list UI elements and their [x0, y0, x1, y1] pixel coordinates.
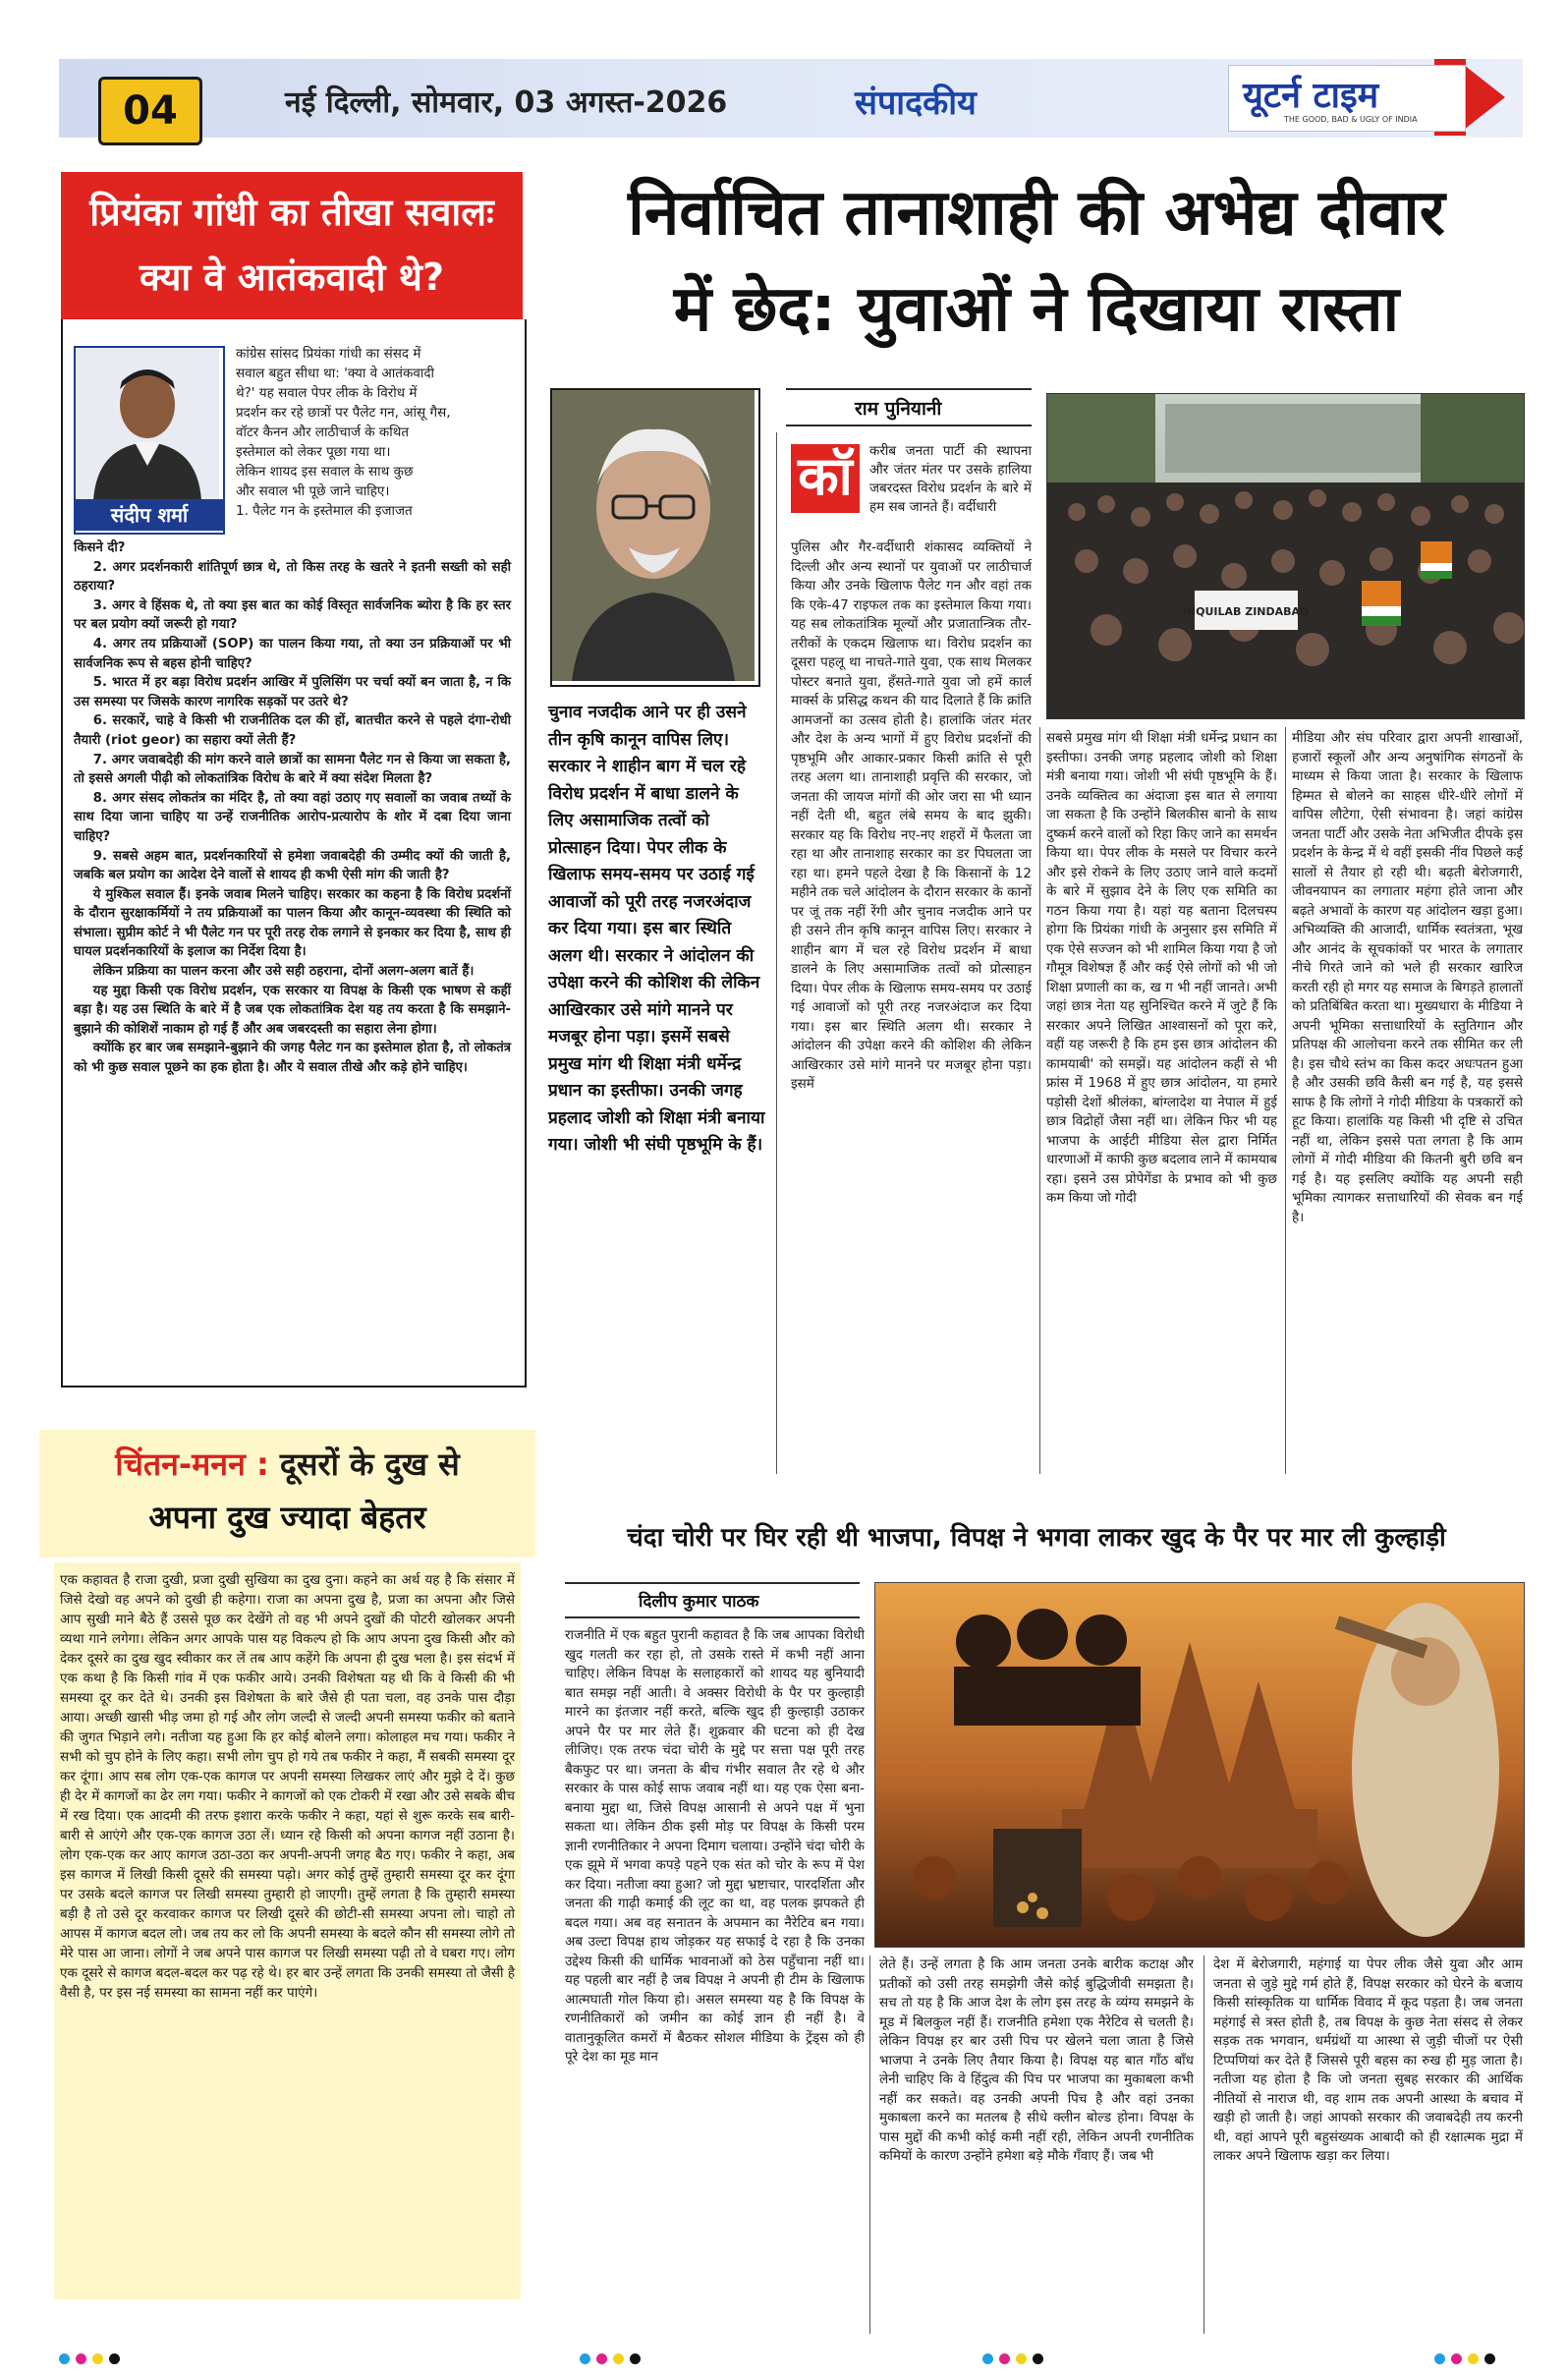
- magenta-dot: [76, 2353, 86, 2364]
- chintan-manan-headline-line2: अपना दुख ज्यादा बेहतर: [148, 1499, 426, 1536]
- left-story-headline-box: [61, 172, 523, 319]
- main-headline-line1: निर्वाचित तानाशाही की अभेद्य दीवार: [628, 177, 1445, 250]
- byline-rule: [565, 1582, 860, 1584]
- print-registration-dots: [1434, 2353, 1495, 2367]
- paragraph: लेकिन प्रक्रिया का पालन करना और उसे सही ठहराना, दोनों अलग-अलग बातें हैं।: [92, 964, 475, 980]
- column-divider: [1285, 727, 1286, 1474]
- columnist-photo: [552, 390, 755, 681]
- column-divider: [776, 432, 777, 1474]
- yellow-dot: [92, 2353, 103, 2364]
- paragraph: 6. सरकारें, चाहे वे किसी भी राजनीतिक दल की हों, बातचीत करने से पहले दंगा-रोधी तैयारी (riot geor) का सहारा क्यों लेती हैं?: [74, 713, 511, 748]
- print-registration-dots: [982, 2353, 1043, 2367]
- paragraph: 7. अगर जवाबदेही की मांग करने वाले छात्रों का सामना पैलेट गन से किया जा सकता है, तो इससे अगली पीढ़ी को लोकतांत्रिक विरोध के बारे में क्या संदेश मिलता है?: [74, 752, 511, 787]
- yellow-dot: [1468, 2353, 1479, 2364]
- yellow-dot: [1016, 2353, 1027, 2364]
- main-col2: सबसे प्रमुख मांग थी शिक्षा मंत्री धर्मेन्द्र प्रधान का इस्तीफा। उनकी जगह प्रहलाद जोशी को शिक्षा मंत्री बनाया गया। जोशी भी संघी पृष्ठभूमि के हैं। उनके व्यक्तित्व का अंदाजा इस बात से लगाया जा सकता है कि उन्होंने बिलकीस बानो के साथ दुष्कर्म करने वालों को रिहा किए जाने का समर्थन किया था। पेपर लीक के मसले पर विचार करने और इसे रोकने के लिए उठाए जाने वाले कदमों के बारे में सुझाव देने के लिए एक समिति का गठन किया गया है। यहां यह बताना दिलचस्प होगा कि प्रियंका गांधी के अनुसार इस समिति में एक ऐसे सज्जन को भी शामिल किया गया है जो गौमूत्र विशेषज्ञ हैं और कई ऐसे लोगों को भी जो शिक्षा प्रणाली का क, ख ग भी नहीं जानते। अभी जहां छात्र नेता यह सुनिश्चित करने में जुटे हैं कि सरकार अपने लिखित आश्वासनों को पूरा करे, वहीं यह जरूरी है कि हम इस छात्र आंदोलन की कामयाबी' को समझें। यह आंदोलन कहीं से भी फ्रांस में 1968 में हुए छात्र आंदोलन, या हमारे पड़ोसी देशों श्रीलंका, बांग्लादेश या नेपाल में हुई छात्र विद्रोहों जैसा नहीं था। लेकिन फिर भी यह भाजपा के आईटी मीडिया सेल द्वारा निर्मित धारणाओं में काफी कुछ बदलाव लाने में कामयाब रहा। इसने उस प्रोपेगेंडा के प्रभाव को भी कुछ कम किया जो गोदी: [1046, 730, 1277, 1206]
- main-col1: पुलिस और गैर-वर्दीधारी शंकासद व्यक्तियों ने दिल्ली और अन्य स्थानों पर युवाओं पर लाठीचार्ज किया और उनके खिलाफ पैलेट गन और वहां तक कि एके-47 राइफल तक का इस्तेमाल किया गया। यह सब लोकतांत्रिक मूल्यों और प्रजातान्त्रिक तौर-तरीकों के एकदम खिलाफ था। विरोध प्रदर्शन का दूसरा पहलू था नाचते-गाते युवा, एक साथ मिलकर पोस्टर बनाते युवा, हँसते-गाते युवा जो हमें कार्ल मार्क्स के प्रसिद्ध कथन की याद दिलाते हैं कि क्रांति आमजनों का उत्सव होती है। हालांकि जंतर मंतर और देश के अन्य भागों में हुए विरोध प्रदर्शनों की पृष्ठभूमि और आकार-प्रकार किसी क्रांति से पूरी तरह अलग था। तानाशाही प्रवृत्ति की सरकार, जो जनता की जायज मांगों की ओर जरा सा भी ध्यान नहीं देती थी, बहुत लंबे समय के बाद झुकी। सरकार यह कि विरोध नए-नए शहरों में फैलता जा रहा था और तानाशाह सरकार का डर पिघलता जा रहा था। हमने पहले देखा है कि किसानों के 12 महीने तक चले आंदोलन के दौरान सरकार के कानों पर जूं तक नहीं रेंगी और चुनाव नजदीक आने पर ही उसने तीन कृषि कानून वापिस लिए। सरकार ने शाहीन बाग में चल रहे विरोध प्रदर्शन में बाधा डालने के लिए असामाजिक तत्वों को प्रोत्साहन दिया। पेपर लीक के खिलाफ समय-समय पर उठाई गई आवाजों को पूरी तरह नजरअंदाज कर दिया गया। इस बार स्थिति अलग थी। सरकार ने आंदोलन की उपेक्षा करने की कोशिश की लेकिन आखिरकार उसे मांगे मानने पर मजबूर होना पड़ा। इसमें: [791, 539, 1032, 1092]
- main-col1-intro: करीब जनता पार्टी की स्थापना और जंतर मंतर पर उसके हालिया जबरदस्त विरोध प्रदर्शन के बारे में हम सब जानते हैं। वर्दीधारी: [869, 443, 1032, 515]
- intro-line: लेकिन शायद इस सवाल के साथ कुछ: [236, 464, 414, 480]
- paragraph: 9. सबसे अहम बात, प्रदर्शनकारियों से हमेशा जवाबदेही की उम्मीद क्यों की जाती है, जबकि बल प्रयोग का आदेश देने वालों से शायद ही कभी ऐसी मांग की जाती है?: [74, 848, 511, 883]
- dateline: नई दिल्ली, सोमवार, 03 अगस्त-2026: [285, 85, 728, 120]
- byline-rule: [786, 388, 1032, 390]
- protest-poster-text: INQUILAB ZINDABAD: [1182, 605, 1310, 618]
- magenta-dot: [999, 2353, 1010, 2364]
- brand-tagline: THE GOOD, BAD & UGLY OF INDIA: [1284, 115, 1418, 124]
- section-name: संपादकीय: [855, 84, 977, 123]
- paragraph: क्योंकि हर बार जब समझाने-बुझाने की जगह पैलेट गन का इस्तेमाल होता है, तो लोकतंत्र को भी कुछ सवाल पूछने का हक होता है। और ये सवाल तीखे और कड़े होने चाहिए।: [74, 1041, 511, 1076]
- paragraph: 4. अगर तय प्रक्रियाओं (SOP) का पालन किया गया, तो क्या उन प्रक्रियाओं पर भी सार्वजनिक रूप से बहस होनी चाहिए?: [74, 636, 511, 671]
- paragraph: यह मुद्दा किसी एक विरोध प्रदर्शन, एक सरकार या विपक्ष के किसी एक भाषण से कहीं बड़ा है। यह उस स्थिति के बारे में है जब एक लोकतांत्रिक देश यह तय करता है कि समझाने-बुझाने की कोशिशें नाकाम हो गई हैं और अब जबरदस्ती का सहारा लेना होगा।: [74, 983, 511, 1037]
- main-col3: मीडिया और संघ परिवार द्वारा अपनी शाखाओं, हजारों स्कूलों और अन्य अनुषांगिक संगठनों के माध्यम से किया जाता है। सरकार के खिलाफ हिम्मत से बोलने का साहस धीरे-धीरे लोगों में वापिस लौटेगा, ऐसी संभावना है। जहां कांग्रेस जनता पार्टी और उसके नेता अभिजीत दीपके इस प्रदर्शन के केन्द्र में थे वहीं इसकी नींव पिछले कई सालों से तैयार हो रही थी। बढ़ती बेरोजगारी, जीवनयापन का लगातार महंगा होते जाना और बढ़ते अभावों के कारण यह आंदोलन खड़ा हुआ। अभिव्यक्ति की आजादी, धार्मिक स्वतंत्रता, भूख और आनंद के सूचकांकों पर भारत के लगातार नीचे गिरते जाने को भले ही सरकार खारिज करती रही हो मगर यह समाज के बिगड़ते हालातों को प्रतिबिंबित करता था। मुख्यधारा के मीडिया ने अपनी भूमिका सत्ताधारियों के स्तुतिगान और प्रतिपक्ष की आलोचना करने तक सीमित कर ली है। इस चौथे स्तंभ का किस कदर अधःपतन हुआ है और उसकी छवि कैसी बन गई है, यह इससे साफ है कि लोगों ने गोदी मीडिया के पत्रकारों को हूट किया। हालांकि यह किसी भी दृष्टि से उचित नहीं था, लेकिन इससे पता लगता है कि आम लोगों में गोदी मीडिया की कितनी बुरी छवि बन गई है। यह इसलिए क्योंकि यह अपनी सही भूमिका त्यागकर सत्ताधारियों की सेवक बन गई है।: [1292, 730, 1523, 1225]
- cyan-dot: [982, 2353, 993, 2364]
- paragraph: किसने दी?: [74, 540, 126, 555]
- page-number: 04: [98, 77, 202, 145]
- main-byline: राम पुनियानी: [855, 398, 942, 420]
- intro-line: थे?' यह सवाल पेपर लीक के विरोध में: [236, 385, 418, 401]
- bottom-col2: लेते हैं। उन्हें लगता है कि आम जनता उनके बारीक कटाक्ष और प्रतीकों को उसी तरह समझेगी जैसे कोई बुद्धिजीवी समझता है। सच तो यह है कि आज देश के लोग इस तरह के व्यंग्य समझने के मूड में बिलकुल नहीं हैं। राजनीति हमेशा एक नैरेटिव से चलती है। लेकिन विपक्ष हर बार उसी पिच पर खेलने चला जाता है जिसे भाजपा ने उनके लिए तैयार किया है। विपक्ष यह बात गाँठ बाँध लेनी चाहिए कि वे हिंदुत्व की पिच पर भाजपा का मुकाबला कभी नहीं कर सकते। वह उनकी अपनी पिच है और वहां उनका मुकाबला करने का मतलब है सीधे क्लीन बोल्ड होना। विपक्ष के पास मुद्दों की कभी कोई कमी नहीं रही, लेकिन अपनी रणनीतिक कमियों के कारण उन्होंने हमेशा बड़े मौके गँवाए हैं। जब भी: [879, 1956, 1194, 2164]
- paragraph: ये मुश्किल सवाल हैं। इनके जवाब मिलने चाहिए। सरकार का कहना है कि विरोध प्रदर्शनों के दौरान सुरक्षाकर्मियों ने तय प्रक्रियाओं का पालन किया और कानून-व्यवस्था की स्थिति को संभाला। सुप्रीम कोर्ट ने भी पैलेट गन पर पूरी तरह रोक लगाने से इनकार कर दिया है, साथ ही घायल प्रदर्शनकारियों के इलाज का निर्देश दिया है।: [74, 886, 511, 960]
- main-headline-line2: में छेद: युवाओं ने दिखाया रास्ता: [673, 273, 1400, 346]
- bottom-col3: देश में बेरोजगारी, महंगाई या पेपर लीक जैसे युवा और आम जनता से जुड़े मुद्दे गर्म होते हैं, विपक्ष सरकार को घेरने के बजाय किसी सांस्कृतिक या धार्मिक विवाद में कूद पड़ता है। जब जनता महंगाई से त्रस्त होती है, तब विपक्ष के कुछ नेता संसद से लेकर सड़क तक भगवान, धर्मग्रंथों या आस्था से जुड़ी चीजों पर ऐसी टिप्पणियां कर देते हैं जिससे पूरी बहस का रुख ही मुड़ जाता है। नतीजा यह होता है कि जो जनता सुबह सरकार की आर्थिक नीतियों से नाराज थी, वह शाम तक अपनी आस्था के बचाव में खड़ी हो जाती है। जहां आपको सरकार की जवाबदेही तय करनी थी, वहां आपने पूरी बहुसंख्यक आबादी को ही रक्षात्मक मुद्रा में लाकर अपने खिलाफ खड़ा कर लिया।: [1213, 1956, 1523, 2164]
- main-headline: [550, 165, 1523, 358]
- temple-artwork: [875, 1583, 1524, 1947]
- temple-illustration: [874, 1582, 1525, 1948]
- print-registration-dots: [580, 2353, 641, 2367]
- black-dot: [630, 2353, 641, 2364]
- intro-line: कांग्रेस सांसद प्रियंका गांधी का संसद में: [236, 346, 421, 362]
- magenta-dot: [596, 2353, 607, 2364]
- author-portrait-image: [76, 348, 219, 500]
- intro-line: वॉटर कैनन और लाठीचार्ज के कथित: [236, 425, 410, 440]
- bottom-headline: चंदा चोरी पर घिर रही थी भाजपा, विपक्ष ने भगवा लाकर खुद के पैर पर मार ली कुल्हाड़ी: [627, 1523, 1446, 1553]
- intro-line: 1. पैलेट गन के इस्तेमाल की इजाजत: [236, 503, 413, 519]
- magenta-dot: [1451, 2353, 1462, 2364]
- brand-name: यूटर्न टाइम: [1243, 76, 1379, 116]
- chintan-manan-body-box: [54, 1562, 521, 2299]
- black-dot: [1484, 2353, 1495, 2364]
- bottom-col1: राजनीति में एक बहुत पुरानी कहावत है कि जब आपका विरोधी खुद गलती कर रहा हो, तो उसके रास्ते में कभी नहीं आना चाहिए। लेकिन विपक्ष के सलाहकारों को शायद यह बुनियादी बात समझ नहीं आती। वे अक्सर विरोधी के पैर पर कुल्हाड़ी मारने का इंतजार नहीं करते, बल्कि खुद ही कुल्हाड़ी उठाकर अपने पैर पर मार लेते हैं। शुक्रवार की घटना को ही देख लीजिए। एक तरफ चंदा चोरी के मुद्दे पर सत्ता पक्ष पूरी तरह बैकफुट पर था। जनता के बीच गंभीर सवाल तैर रहे थे और सरकार के पास कोई साफ जवाब नहीं था। यह एक ऐसा बना-बनाया मुद्दा था, जिसे विपक्ष आसानी से अपने पक्ष में भुना सकता था। लेकिन ठीक इसी मोड़ पर विपक्ष के किसी परम ज्ञानी रणनीतिकार ने अपना दिमाग चलाया। उन्होंने चंदा चोरी के एक झूमे में भगवा कपड़े पहने एक संत को चोर के रूप में पेश कर दिया। नतीजा क्या हुआ? जो मुद्दा भ्रष्टाचार, पारदर्शिता और जनता की गाढ़ी कमाई की लूट का था, वह पलक झपकते ही बदल गया। अब वह सनातन के अपमान का नैरेटिव बन गया। अब उल्टा विपक्ष हाथ जोड़कर यह सफाई दे रहा है कि उनका उद्देश्य किसी की धार्मिक भावनाओं को ठेस पहुँचाना नहीं था। यह पहली बार नहीं है जब विपक्ष ने अपनी ही टीम के खिलाफ आत्मघाती गोल किया हो। असल समस्या यह है कि विपक्ष के रणनीतिकारों को जमीन का कोई ज्ञान ही नहीं है। वे वातानुकूलित कमरों में बैठकर सोशल मीडिया के ट्रेंड्स को ही पूरे देश का मूड मान: [565, 1627, 865, 2065]
- column-divider: [869, 1955, 870, 2334]
- cyan-dot: [580, 2353, 590, 2364]
- intro-line: प्रदर्शन कर रहे छात्रों पर पैलेट गन, आंसू गैस,: [236, 405, 451, 421]
- chintan-manan-text: एक कहावत है राजा दुखी, प्रजा दुखी सुखिया का दुख दुना। कहने का अर्थ यह है कि संसार में जिसे देखो वह अपने को दुखी ही कहेगा। राजा का अपना दुख है, प्रजा का अपना और जिसे आप सुखी माने बैठे हैं उससे पूछ कर देखेंगे तो वह भी अपने दुखों की पोटरी खोलकर अपनी व्यथा गाने लगेगा। लेकिन अगर आपके पास यह विकल्प हो कि आप अपना दुख किसी और को देकर दूसरे का दुख खुद स्वीकार कर लें तब आप कहेंगे कि अपना ही दुख भला है। इस संदर्भ में एक कथा है कि किसी गांव में एक फकीर आये। उनकी विशेषता यह थी कि वे किसी की भी समस्या दूर कर देते थे। उनकी इस विशेषता के बारे जैसे ही पता चला, वह उनके पास दौड़ा आया। अच्छी खासी भीड़ जमा हो गई और लोग जल्दी से जल्दी अपनी समस्या फकीर को बताने की जुगत भिड़ाने लगे। नतीजा यह हुआ कि हर कोई बोलने लगा। कोलाहल मच गया। फकीर ने सभी को चुप होने के लिए कहा। सभी लोग चुप हो गये तब फकीर ने कहा, मैं सबकी समस्या दूर कर दूंगा। आप सब लोग एक-एक कागज पर अपनी समस्या लिखकर लाएं और मुझे दे दें। कुछ ही देर में कागजों का ढेर लग गया। फकीर ने कागजों को एक टोकरी में रखा और उसे सबके बीच में रख दिया। एक आदमी की तरफ इशारा करके फकीर ने कहा, यहां से शुरू करके सब बारी-बारी से आएंगे और एक-एक कागज उठा लें। ध्यान रहे किसी को अपना कागज नहीं उठाना है। लोग एक-एक कर आए कागज उठा-उठा कर अपनी-अपनी जगह बैठ गए। फकीर ने कहा, अब इस कागज में लिखी किसी दूसरे की समस्या पढ़ो। अगर कोई तुम्हें तुम्हारी समस्या दूर कर दूंगा पर उसके बदले कागज पर लिखी समस्या तुम्हारी हो जाएगी। तुम्हें लगता है कि तुम्हारी समस्या बड़ी है तो उसे दूर करवाकर कागज पर लिखी दूसरे की छोटी-सी समस्या अपना लो। चाहो तो आपस में कागज बदल लो। जब तय कर लो कि अपनी समस्या के बदले कौन सी समस्या लोगे तो मेरे पास आ जाना। लोगों ने जब अपने पास कागज पर लिखी समस्या पढ़ी तो वे घबरा गए। लोग एक दूसरे से कागज बदल-बदल कर पढ़ रहे थे। हर बार उन्हें लगता कि उनकी समस्या तो जैसी है वैसी है, पर इस नई समस्या का सामना नहीं कर पाएंगे।: [60, 1572, 515, 2001]
- black-dot: [1033, 2353, 1043, 2364]
- paragraph: 5. भारत में हर बड़ा विरोध प्रदर्शन आखिर में पुलिसिंग पर चर्चा क्यों बन जाता है, न कि उस समस्या पर जिसके कारण नागरिक सड़कों पर उतरे थे?: [74, 675, 511, 709]
- cyan-dot: [1434, 2353, 1445, 2364]
- byline-rule: [786, 425, 1032, 426]
- left-story-headline: प्रियंका गांधी का तीखा सवालः क्या वे आतंकवादी थे?: [89, 191, 494, 299]
- left-story-intro: [236, 344, 511, 521]
- column-divider: [1203, 1955, 1204, 2334]
- yellow-dot: [613, 2353, 624, 2364]
- chintan-manan-headline-line1: [49, 1440, 526, 1489]
- author-name-tag: संदीप शर्मा: [74, 499, 225, 531]
- black-dot: [109, 2353, 120, 2364]
- intro-line: और सवाल भी पूछे जाने चाहिए।: [236, 483, 390, 499]
- protest-crowd-photo: [1046, 393, 1525, 719]
- pull-quote: चुनाव नजदीक आने पर ही उसने तीन कृषि कानून वापिस लिए। सरकार ने शाहीन बाग में चल रहे विरोध प्रदर्शन में बाधा डालने के लिए असामाजिक तत्वों को प्रोत्साहन दिया। पेपर लीक के खिलाफ समय-समय पर उठाई गई आवाजों को पूरी तरह नजरअंदाज कर दिया गया। इस बार स्थिति अलग थी। सरकार ने आंदोलन की उपेक्षा करने की कोशिश की लेकिन आखिरकार उसे मांगे मानने पर मजबूर होना पड़ा। इसमें सबसे प्रमुख मांग थी शिक्षा मंत्री धर्मेन्द्र प्रधान का इस्तीफा। उनकी जगह प्रहलाद जोशी को शिक्षा मंत्री बनाया गया। जोशी भी संघी पृष्ठभूमि के हैं।: [548, 703, 765, 1155]
- drop-cap: कॉ: [791, 444, 860, 513]
- intro-line: सवाल बहुत सीधा था: 'क्या वे आतंकवादी: [236, 366, 434, 381]
- paragraph: 8. अगर संसद लोकतंत्र का मंदिर है, तो क्या वहां उठाए गए सवालों का जवाब तथ्यों के साथ दिया जाना चाहिए या उन्हें राजनीतिक आरोप-प्रत्यारोप के शोर में दबा दिया जाना चाहिए?: [74, 790, 511, 844]
- paragraph: 2. अगर प्रदर्शनकारी शांतिपूर्ण छात्र थे, तो किस तरह के खतरे ने इतनी सख्ती को सही ठहराया?: [74, 559, 511, 595]
- paragraph: 3. अगर वे हिंसक थे, तो क्या इस बात का कोई विस्तृत सार्वजनिक ब्योरा है कि हर स्तर पर बल प्रयोग क्यों जरूरी हो गया?: [74, 597, 511, 633]
- brand-logo: [1228, 65, 1466, 132]
- intro-line: इस्तेमाल को लेकर पूछा गया था।: [236, 444, 391, 460]
- bottom-byline: दिलीप कुमार पाठक: [639, 1592, 759, 1612]
- column-label: चिंतन-मनन :: [115, 1445, 269, 1483]
- left-story-body: [74, 538, 511, 1078]
- print-registration-dots: [59, 2353, 120, 2367]
- byline-rule: [565, 1616, 860, 1618]
- column-divider: [1039, 727, 1040, 1474]
- columnist-portrait: [550, 388, 760, 687]
- headline-part: दूसरों के दुख से: [279, 1445, 460, 1483]
- cyan-dot: [59, 2353, 70, 2364]
- masthead-red-arrow: [1464, 65, 1505, 130]
- protest-photo-image: [1047, 394, 1524, 718]
- chintan-manan-headline-box: [39, 1430, 535, 1558]
